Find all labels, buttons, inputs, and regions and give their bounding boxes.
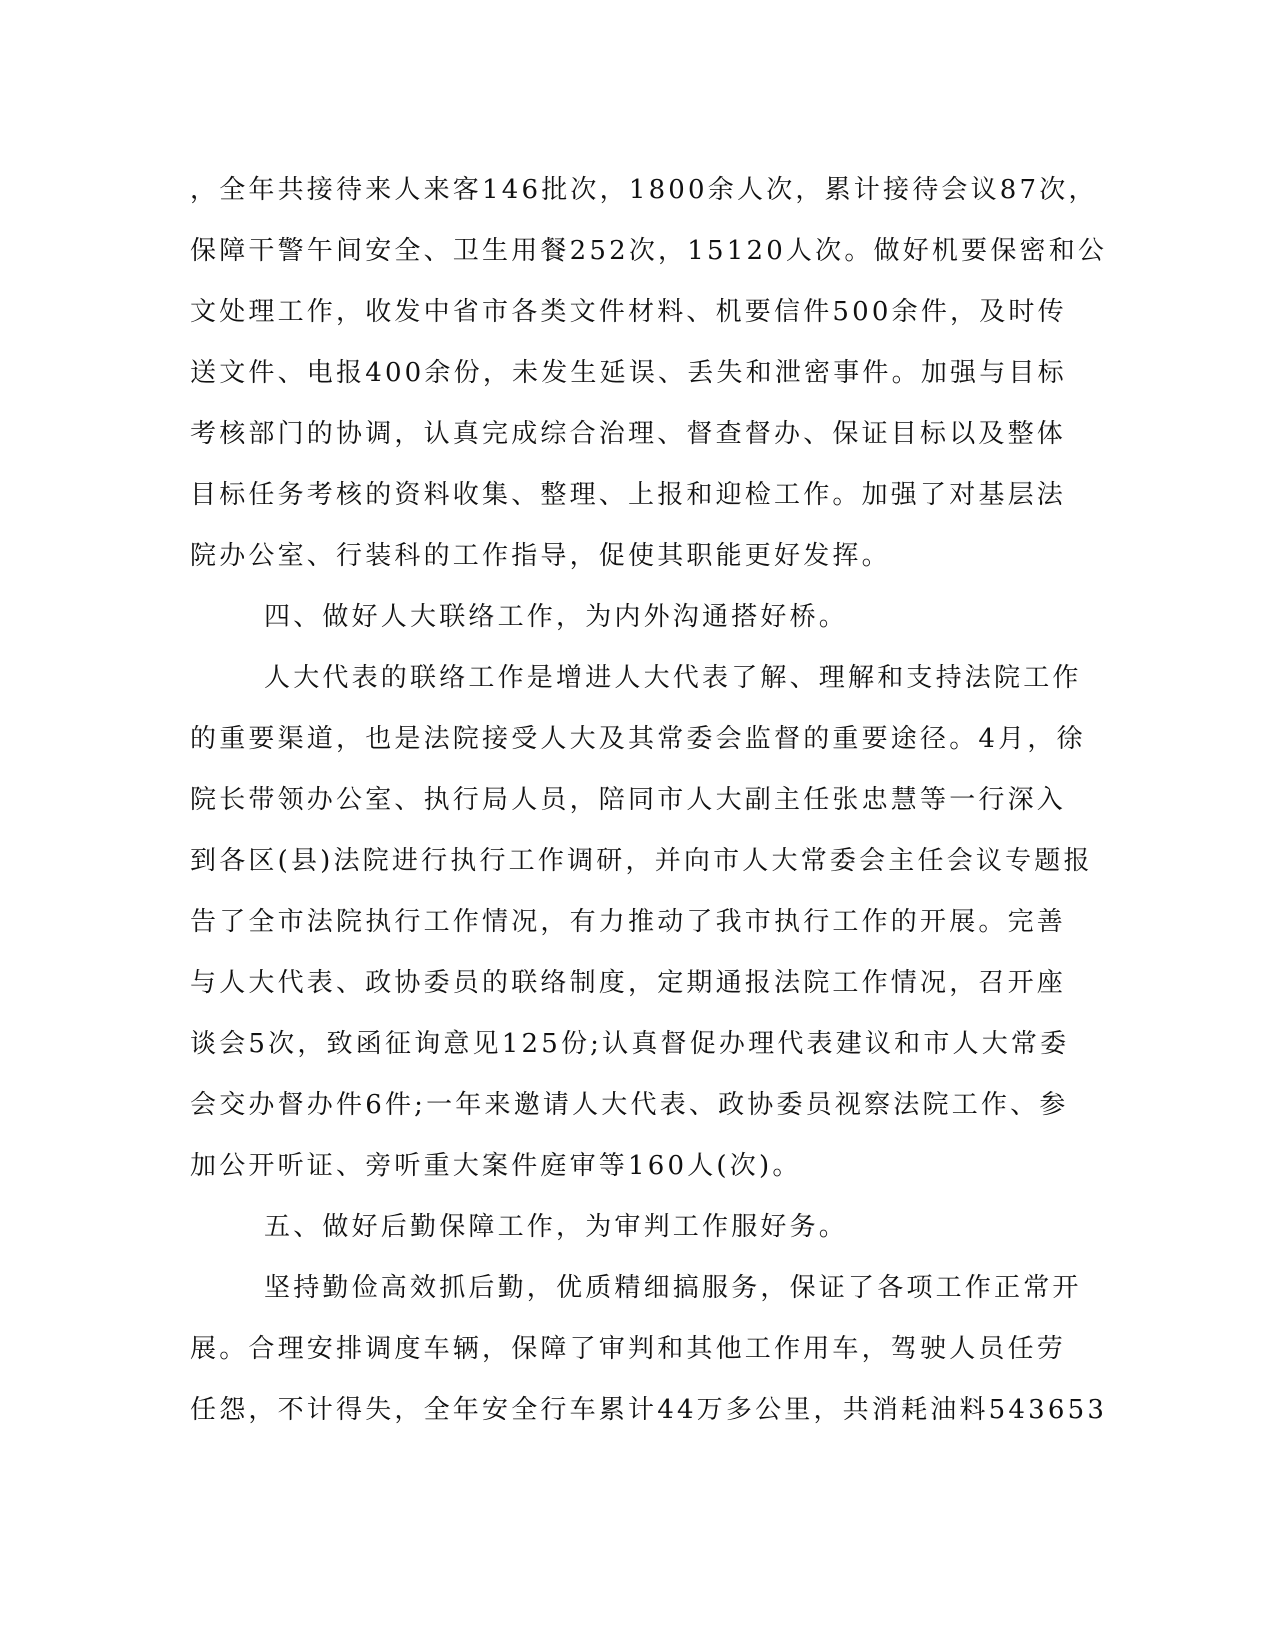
text-line: 到各区(县)法院进行执行工作调研，并向市人大常委会主任会议专题报 [190,846,1093,876]
text-line: 会交办督办件6件;一年来邀请人大代表、政协委员视察法院工作、参 [190,1090,1069,1120]
text-line: 送文件、电报400余份，未发生延误、丢失和泄密事件。加强与目标 [190,358,1067,388]
text-line: 院办公室、行装科的工作指导，促使其职能更好发挥。 [190,541,891,571]
text-line: 与人大代表、政协委员的联络制度，定期通报法院工作情况，召开座 [190,968,1067,998]
section-heading-5: 五、做好后勤保障工作，为审判工作服好务。 [264,1212,849,1242]
text-line: 院长带领办公室、执行局人员，陪同市人大副主任张忠慧等一行深入 [190,785,1067,815]
text-line: 展。合理安排调度车辆，保障了审判和其他工作用车，驾驶人员任劳 [190,1334,1067,1364]
section-heading-4: 四、做好人大联络工作，为内外沟通搭好桥。 [264,602,849,632]
text-line: 保障干警午间安全、卫生用餐252次，15120人次。做好机要保密和公 [190,236,1108,266]
text-line: 谈会5次，致函征询意见125份;认真督促办理代表建议和市人大常委 [190,1029,1070,1059]
text-line: 的重要渠道，也是法院接受人大及其常委会监督的重要途径。4月，徐 [190,724,1086,754]
paragraph-first-line: 人大代表的联络工作是增进人大代表了解、理解和支持法院工作 [264,663,1082,693]
paragraph-first-line: 坚持勤俭高效抓后勤，优质精细搞服务，保证了各项工作正常开 [264,1273,1082,1303]
text-line: 告了全市法院执行工作情况，有力推动了我市执行工作的开展。完善 [190,907,1067,937]
text-line: 任怨，不计得失，全年安全行车累计44万多公里，共消耗油料543653 [190,1395,1108,1425]
text-line: 文处理工作，收发中省市各类文件材料、机要信件500余件，及时传 [190,297,1067,327]
document-body [190,160,1108,1441]
text-line: 加公开听证、旁听重大案件庭审等160人(次)。 [190,1151,802,1181]
text-line: ，全年共接待来人来客146批次，1800余人次，累计接待会议87次， [190,175,1098,205]
text-line: 考核部门的协调，认真完成综合治理、督查督办、保证目标以及整体 [190,419,1067,449]
text-line: 目标任务考核的资料收集、整理、上报和迎检工作。加强了对基层法 [190,480,1067,510]
